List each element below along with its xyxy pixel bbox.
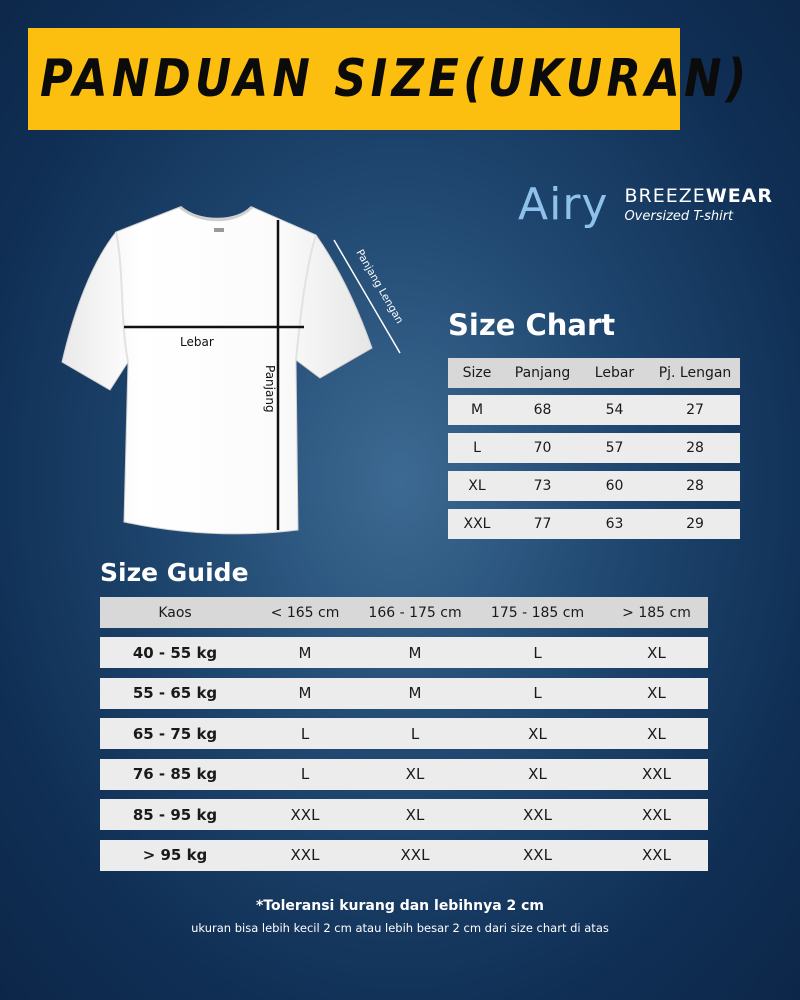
size-chart-header-cell: Size <box>462 365 492 381</box>
size-guide-cell: XL <box>647 684 666 702</box>
size-guide-cell: XXL <box>523 846 552 864</box>
size-guide-cell: XXL <box>642 765 671 783</box>
size-guide-cell: 65 - 75 kg <box>132 724 218 743</box>
size-guide-cell: XXL <box>290 805 320 824</box>
size-guide-cell: XXL <box>642 846 671 864</box>
size-chart-cell: XXL <box>463 516 491 532</box>
size-chart-header-row <box>448 358 740 388</box>
size-guide-row <box>100 840 708 871</box>
tshirt-icon <box>62 207 372 534</box>
size-chart-title: Size Chart <box>448 308 616 342</box>
size-chart-cell: 27 <box>686 402 704 418</box>
size-guide-cell: L <box>533 684 542 702</box>
size-guide-cell: XXL <box>400 846 430 864</box>
shirt-label-width: Lebar <box>180 335 214 349</box>
tshirt-illustration <box>56 200 406 540</box>
size-chart-table <box>448 358 740 547</box>
size-guide-cell: L <box>300 765 310 783</box>
size-guide-cell: L <box>533 643 542 662</box>
size-guide-cell: M <box>408 684 422 702</box>
brand-logo-text: Airy <box>518 179 609 230</box>
size-guide-cell: XL <box>528 765 547 783</box>
size-chart-cell: 63 <box>605 516 624 532</box>
size-guide-header-cell: 175 - 185 cm <box>490 604 585 621</box>
size-chart-cell: 60 <box>605 478 624 494</box>
size-guide-row <box>100 637 708 668</box>
size-guide-row <box>100 759 708 790</box>
size-guide-cell: 40 - 55 kg <box>132 643 218 662</box>
size-chart-cell: M <box>470 402 484 418</box>
size-chart-cell: 29 <box>686 516 704 532</box>
size-chart-header-cell: Lebar <box>594 365 635 381</box>
title-banner <box>28 28 751 130</box>
size-guide-cell: 85 - 95 kg <box>132 805 218 824</box>
size-chart-header-cell: Panjang <box>514 365 571 381</box>
size-chart-cell: 54 <box>605 402 624 418</box>
size-guide-row <box>100 678 708 709</box>
size-guide-cell: XL <box>405 765 425 783</box>
size-chart-cell: 73 <box>533 478 552 494</box>
size-chart-header-cell: Pj. Lengan <box>658 365 732 381</box>
size-chart-cell: L <box>473 440 481 456</box>
size-guide-cell: M <box>298 684 312 702</box>
brand-logo <box>518 179 774 230</box>
size-guide-row <box>100 718 708 749</box>
tolerance-note: *Toleransi kurang dan lebihnya 2 cm <box>255 898 545 914</box>
size-guide-header-cell: 166 - 175 cm <box>368 604 462 621</box>
size-guide-cell: L <box>410 724 420 743</box>
shirt-label-length: Panjang <box>263 365 277 413</box>
size-chart-row <box>448 509 740 539</box>
brand-name <box>624 186 773 207</box>
size-guide-table <box>100 597 708 880</box>
brand-name-part1: BREEZE <box>624 184 706 207</box>
size-guide-header-cell: Kaos <box>158 604 192 621</box>
page-title: PANDUAN SIZE(UKURAN) <box>40 49 751 109</box>
size-chart-cell: 68 <box>533 402 552 418</box>
size-guide-header-cell: > 185 cm <box>622 604 691 621</box>
size-chart-cell: 28 <box>686 478 704 494</box>
size-guide-header-row <box>100 597 708 628</box>
size-guide-cell: XXL <box>290 846 320 864</box>
size-guide-cell: 76 - 85 kg <box>132 765 218 783</box>
size-guide-cell: L <box>300 724 310 743</box>
size-guide-cell: XL <box>528 724 547 743</box>
brand-subtitle: Oversized T-shirt <box>624 209 734 225</box>
size-chart-row <box>448 471 740 501</box>
size-guide-cell: 55 - 65 kg <box>132 684 218 702</box>
size-chart-cell: 28 <box>686 440 704 456</box>
size-guide-cell: XL <box>647 724 666 743</box>
tolerance-detail: ukuran bisa lebih kecil 2 cm atau lebih besar 2 cm dari size chart di atas <box>191 921 609 935</box>
size-chart-cell: 77 <box>533 516 552 532</box>
size-guide-title: Size Guide <box>100 558 249 587</box>
size-guide-cell: XXL <box>642 805 671 824</box>
size-guide-cell: XL <box>405 805 425 824</box>
size-guide-cell: M <box>408 643 422 662</box>
brand-name-part2: WEAR <box>705 184 774 207</box>
size-chart-cell: XL <box>468 478 486 494</box>
brand-text <box>624 186 773 225</box>
size-guide-cell: > 95 kg <box>142 846 208 864</box>
size-guide-header-cell: < 165 cm <box>270 604 340 621</box>
size-chart-cell: 70 <box>533 440 552 456</box>
size-chart-row <box>448 433 740 463</box>
size-chart-row <box>448 395 740 425</box>
shirt-label-sleeve: Panjang Lengan <box>353 247 406 326</box>
size-guide-cell: M <box>298 643 312 662</box>
size-chart-cell: 57 <box>605 440 624 456</box>
size-guide-cell: XL <box>647 643 666 662</box>
size-guide-cell: XXL <box>523 805 552 824</box>
size-guide-row <box>100 799 708 830</box>
